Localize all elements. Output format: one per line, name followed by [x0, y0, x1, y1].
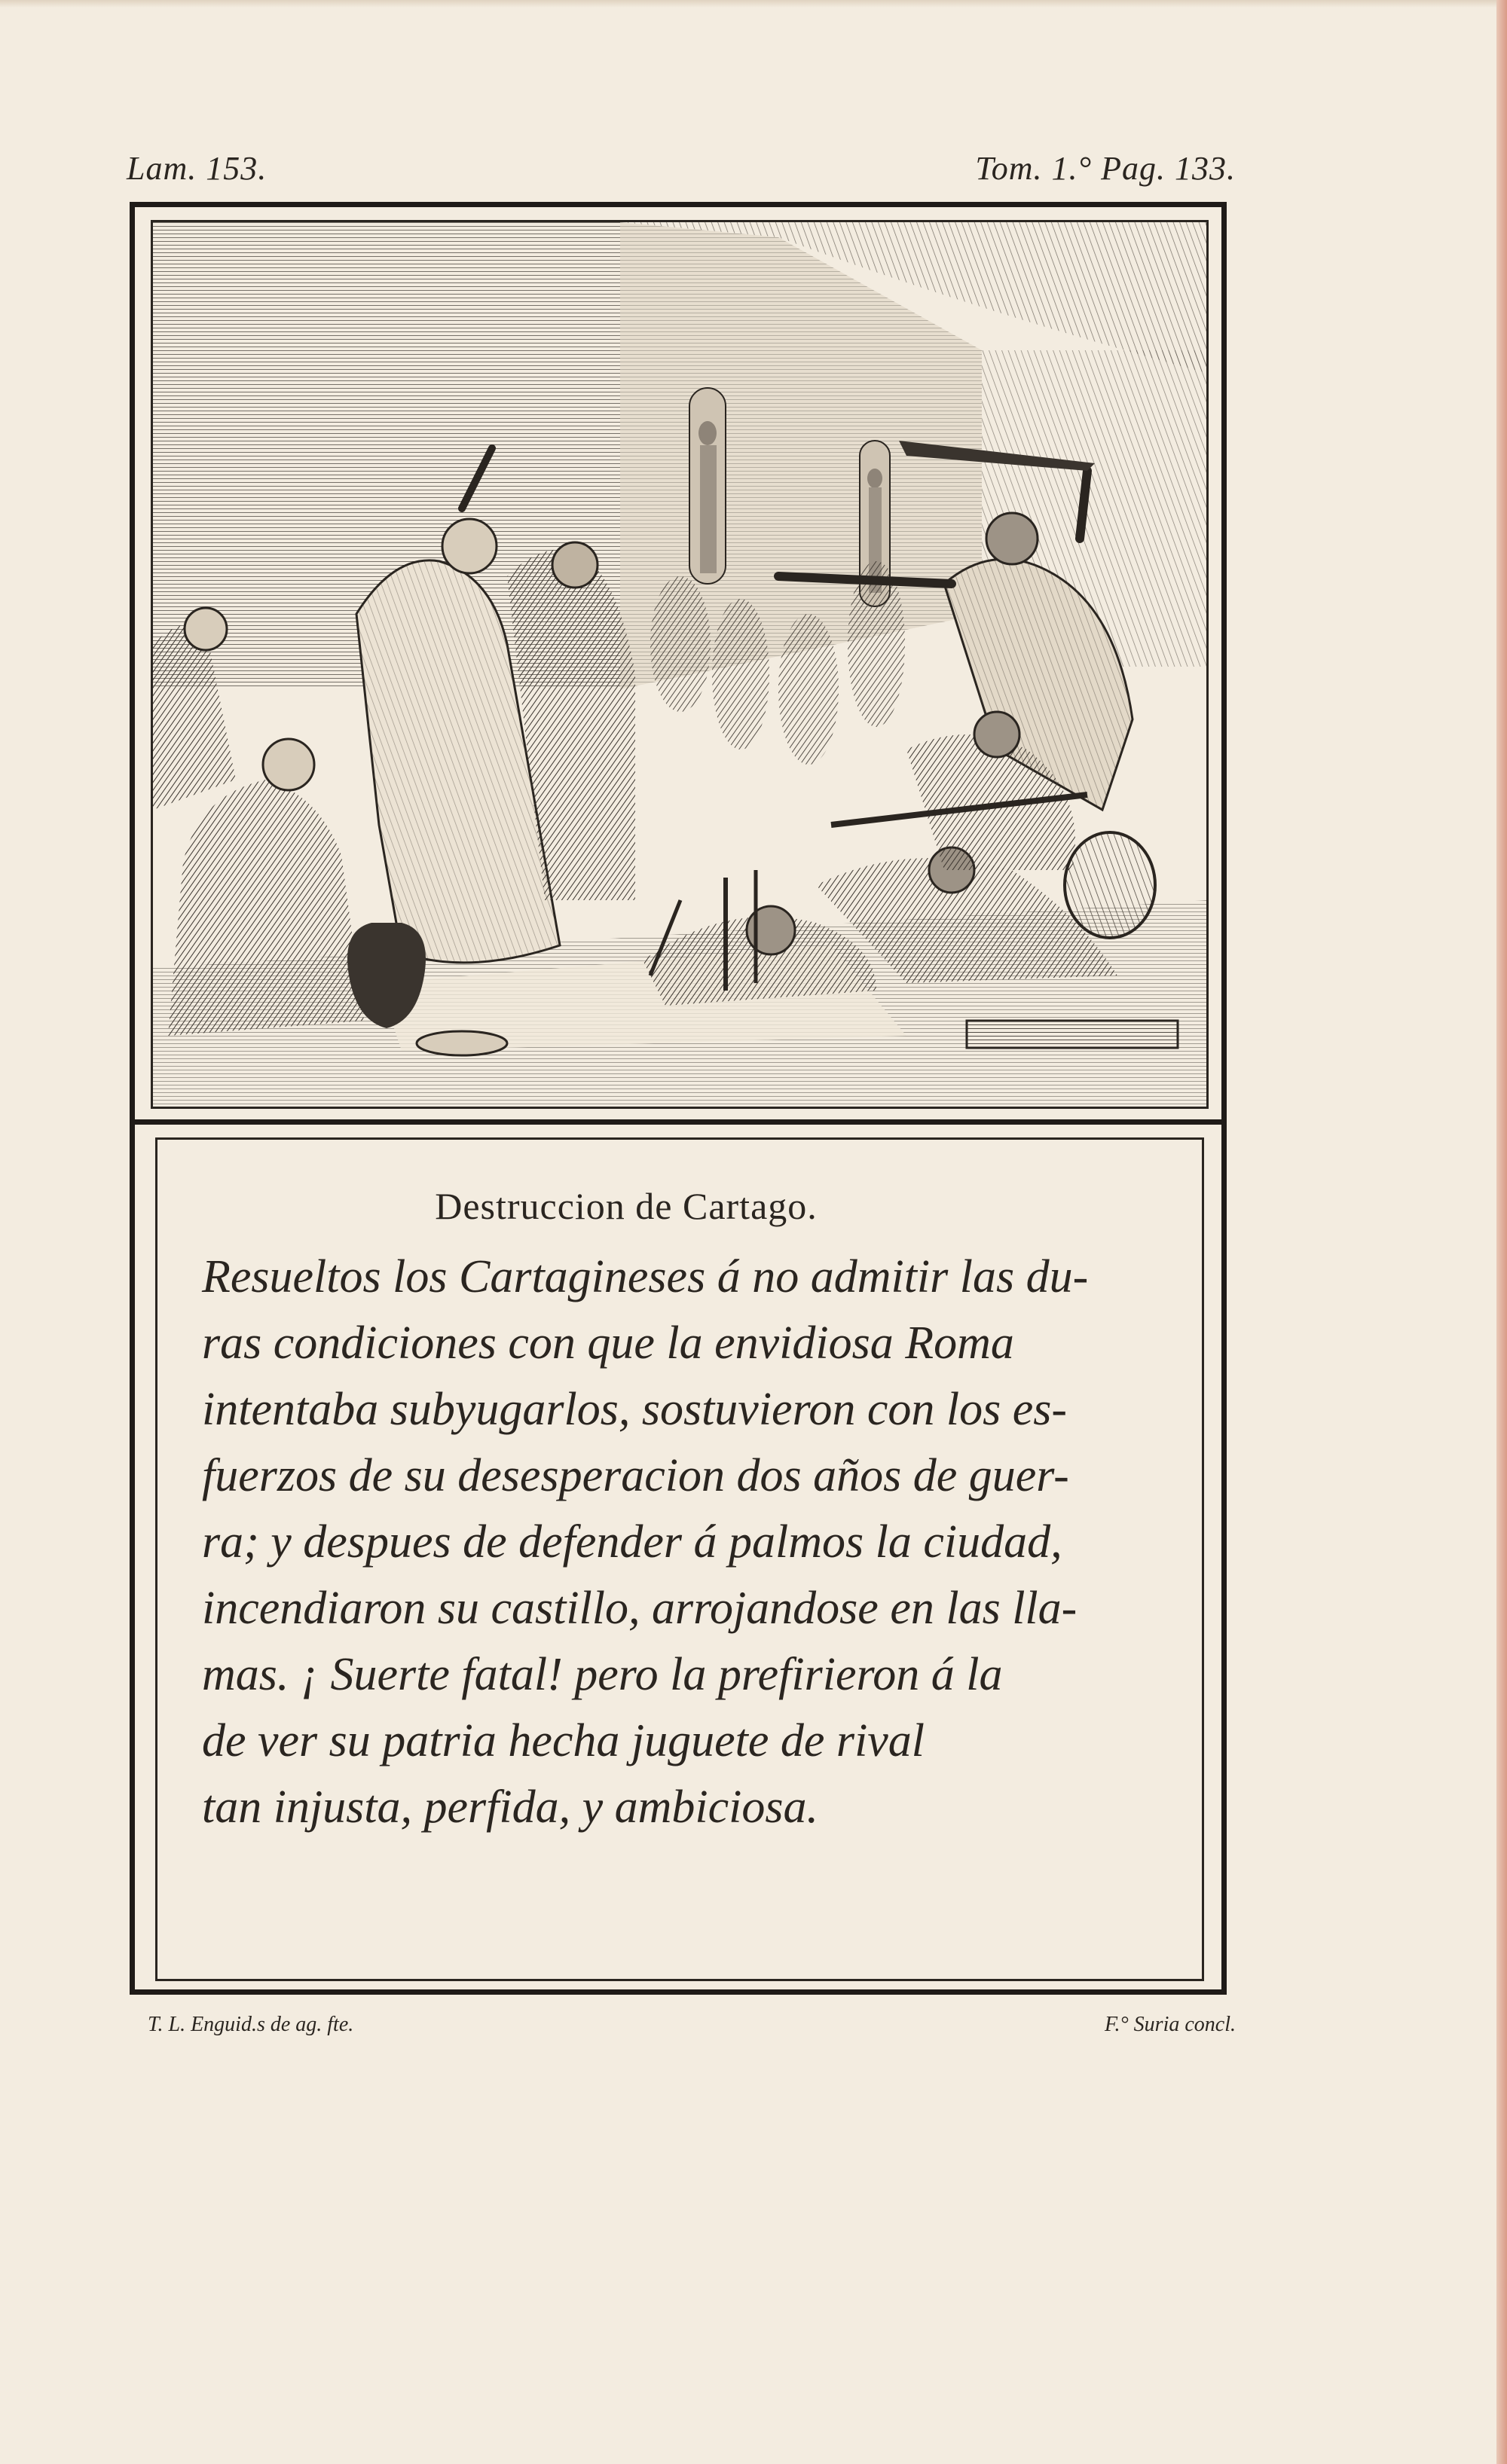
caption-title: Destruccion de Cartago. — [435, 1185, 818, 1227]
volume-page: Tom. 1.° Pag. 133. — [975, 150, 1236, 187]
caption-line: fuerzos de su desesperacion dos años de guer- — [202, 1450, 1069, 1501]
caption-line: ras condiciones con que la envidiosa Roma — [202, 1317, 1014, 1369]
caption-line: mas. ¡ Suerte fatal! pero la prefirieron á la — [202, 1649, 1003, 1700]
paper-right-edge — [1496, 0, 1507, 2464]
caption-line: tan injusta, perfida, y ambiciosa. — [202, 1782, 819, 1833]
director-credit: F.° Suria concl. — [1104, 2013, 1236, 2036]
engraving-illustration — [151, 220, 1209, 1109]
caption-line: Resueltos los Cartagineses á no admitir las du- — [202, 1251, 1089, 1302]
caption-line: incendiaron su castillo, arrojandose en las lla- — [202, 1583, 1078, 1634]
caption-line: intentaba subyugarlos, sostuvieron con los es- — [202, 1384, 1068, 1435]
plate-number: Lam. 153. — [127, 150, 267, 187]
engraver-credit: T. L. Enguid.s de ag. fte. — [148, 2013, 354, 2036]
caption-line: de ver su patria hecha juguete de rival — [202, 1715, 925, 1766]
plate-divider — [130, 1119, 1227, 1125]
paper-top-edge — [0, 0, 1507, 8]
caption-line: ra; y despues de defender á palmos la ciudad, — [202, 1516, 1062, 1568]
